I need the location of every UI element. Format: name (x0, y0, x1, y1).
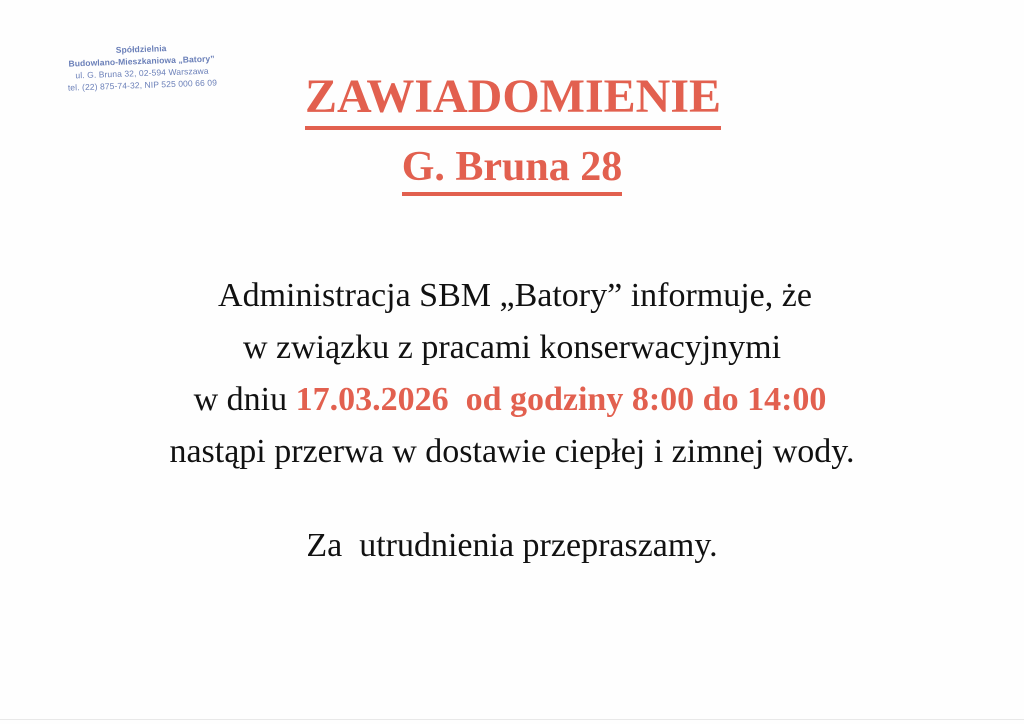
notice-date: 17.03.2026 (295, 381, 449, 418)
apology-text: Za utrudnienia przepraszamy. (306, 527, 718, 564)
stamp-line-4: tel. (22) 875-74-32, NIP 525 000 66 09 (67, 77, 218, 93)
stamp-line-3: ul. G. Bruna 32, 02-594 Warszawa (75, 65, 209, 81)
stamp-line-1: Spółdzielnia (115, 43, 167, 55)
notice-line-3 (0, 374, 1024, 426)
notice-body (0, 270, 1024, 478)
page-title: ZAWIADOMIENIE (305, 70, 721, 130)
page-edge-divider (0, 719, 1024, 720)
page-subtitle-address: G. Bruna 28 (402, 144, 623, 196)
header (0, 70, 1024, 196)
notice-line-4: nastąpi przerwa w dostawie ciepłej i zimnej wody. (169, 433, 855, 470)
notice-line-3-prefix: w dniu (193, 381, 296, 418)
notice-line-2: w związku z pracami konserwacyjnymi (242, 329, 782, 366)
stamp-line-2: Budowlano-Mieszkaniowa „Batory” (68, 53, 215, 69)
notice-line-1: Administracja SBM „Batory” informuje, że (218, 277, 812, 314)
notice-time-range: od godziny 8:00 do 14:00 (465, 381, 827, 418)
